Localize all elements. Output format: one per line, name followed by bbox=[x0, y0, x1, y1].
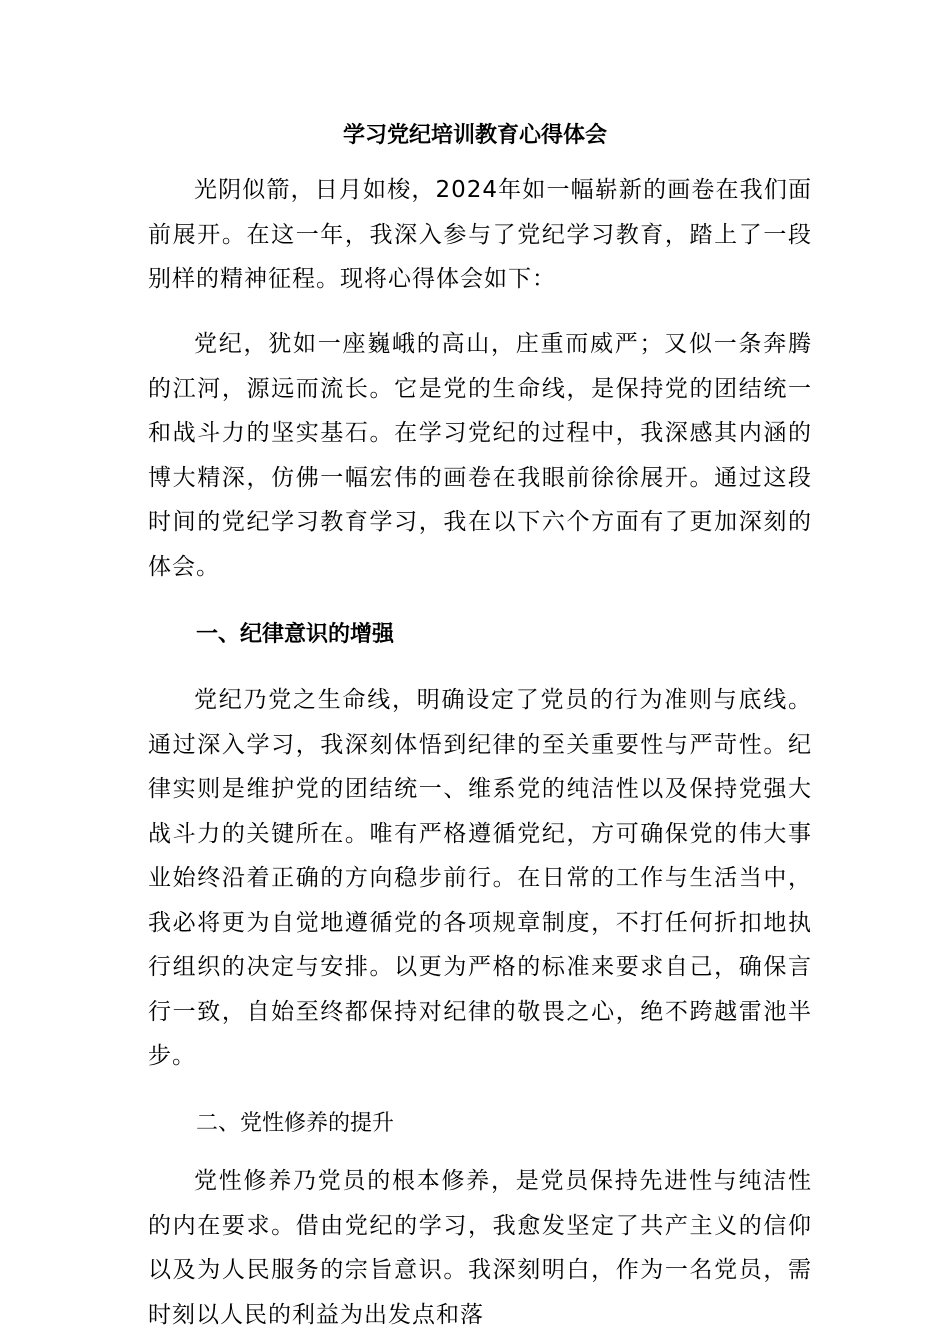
intro-paragraph: 光阴似箭，日月如梭，2024年如一幅崭新的画卷在我们面前展开。在这一年，我深入参与了党纪学习教育，踏上了一段别样的精神征程。现将心得体会如下： bbox=[148, 177, 812, 292]
document-title: 学习党纪培训教育心得体会 bbox=[342, 123, 607, 148]
section-paragraph-party-spirit: 党性修养乃党员的根本修养，是党员保持先进性与纯洁性的内在要求。借由党纪的学习，我愈发坚定了共产主义的信仰以及为人民服务的宗旨意识。我深刻明白，作为一名党员，需时刻以人民的利益为出发点和落 bbox=[148, 1168, 812, 1328]
section-paragraph-discipline: 党纪乃党之生命线，明确设定了党员的行为准则与底线。通过深入学习，我深刻体悟到纪律的至关重要性与严苛性。纪律实则是维护党的团结统一、维系党的纯洁性以及保持党强大战斗力的关键所在。唯有严格遵循党纪，方可确保党的伟大事业始终沿着正确的方向稳步前行。在日常的工作与生活当中，我必将更为自觉地遵循党的各项规章制度，不打任何折扣地执行组织的决定与安排。以更为严格的标准来要求自己，确保言行一致，自始至终都保持对纪律的敬畏之心，绝不跨越雷池半步。 bbox=[148, 687, 812, 1069]
body-paragraph: 党纪，犹如一座巍峨的高山，庄重而威严；又似一条奔腾的江河，源远而流长。它是党的生命线，是保持党的团结统一和战斗力的坚实基石。在学习党纪的过程中，我深感其内涵的博大精深，仿佛一幅宏伟的画卷在我眼前徐徐展开。通过这段时间的党纪学习教育学习，我在以下六个方面有了更加深刻的体会。 bbox=[148, 331, 812, 580]
section-heading-discipline: 一、纪律意识的增强 bbox=[196, 622, 395, 647]
section-heading-party-spirit: 二、党性修养的提升 bbox=[196, 1111, 395, 1136]
